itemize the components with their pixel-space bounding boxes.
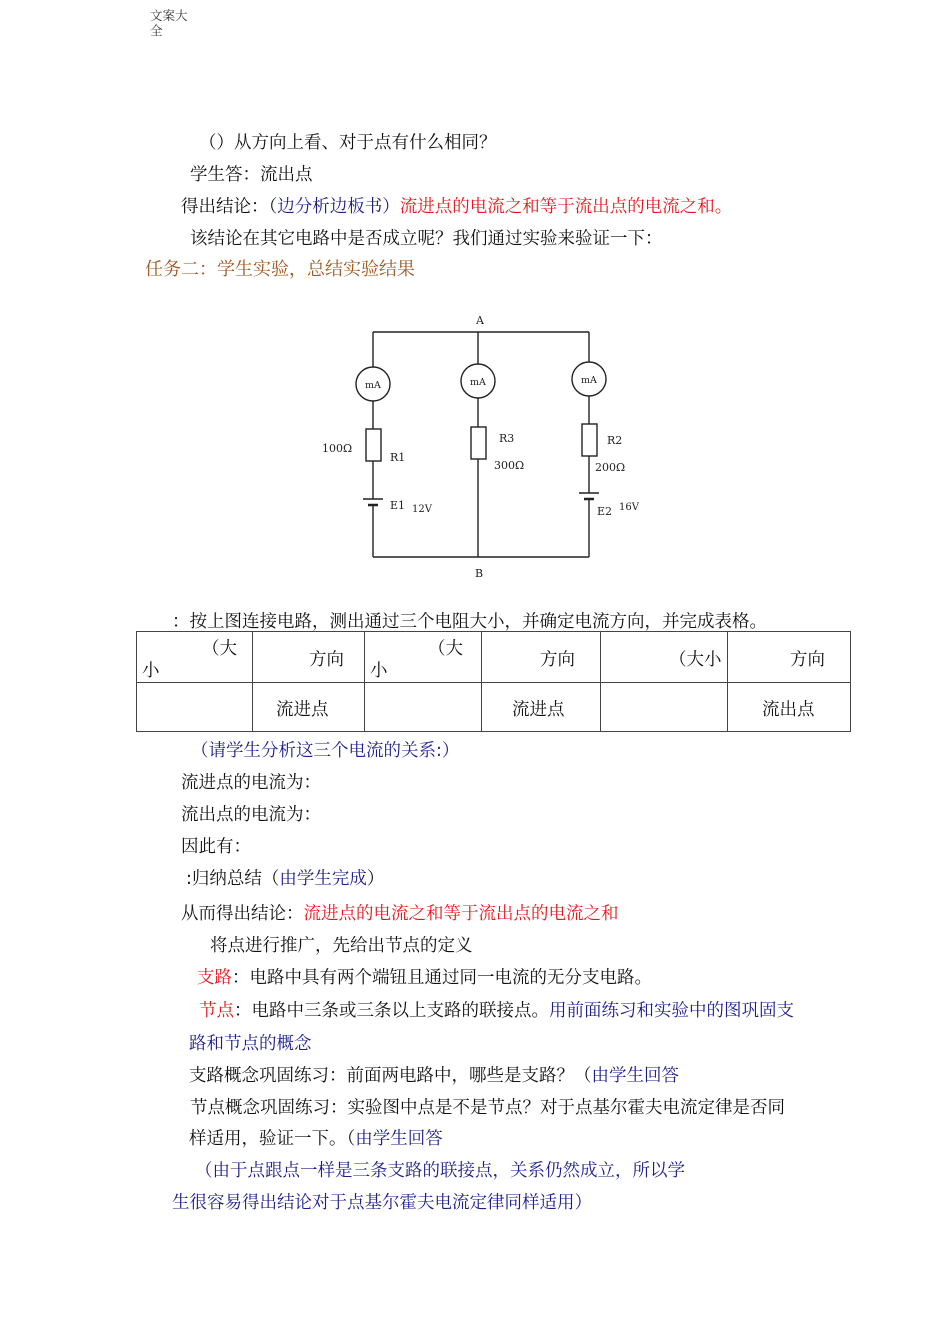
explain-text-2: 生很容易得出结论对于点基尔霍夫电流定律同样适用） (172, 1193, 592, 1213)
table-cell[interactable]: 方向 (253, 632, 365, 683)
left-meter-label: mA (365, 380, 381, 391)
final-statement: 流进点的电流之和等于流出点的电流之和 (303, 904, 619, 924)
summary-note: 由学生完成 (279, 869, 367, 889)
r3-value: 300Ω (494, 459, 525, 472)
r1-value: 100Ω (322, 442, 353, 455)
node-exercise-2: 样适用，验证一下。（由学生回答 (189, 1129, 443, 1149)
conclusion-note: 边分析边板书） (277, 197, 400, 217)
node-definition: 节点：电路中三条或三条以上支路的联接点。用前面练习和实验中的图巩固支 (199, 1001, 794, 1021)
hence-text: 因此有： (181, 837, 251, 857)
measurement-table (136, 631, 851, 732)
conclusion-statement: 流进点的电流之和等于流出点的电流之和。 (399, 197, 733, 217)
table-cell[interactable] (365, 683, 482, 732)
conclusion-prefix: 得出结论：（ (181, 197, 278, 217)
e2-label: E2 (597, 505, 613, 518)
table-cell[interactable]: 方向 (482, 632, 601, 683)
e1-voltage: 12V (412, 504, 432, 515)
instruction-text: ：按上图连接电路，测出通过三个电阻大小，并确定电流方向，并完成表格。 (172, 612, 767, 632)
right-meter-label: mA (581, 375, 597, 386)
node-note-1: 用前面练习和实验中的图巩固支 (549, 1001, 794, 1021)
r2-value: 200Ω (595, 461, 626, 474)
question-direction: （）从方向上看、对于点有什么相同？ (199, 133, 497, 153)
analysis-prompt: （请学生分析这三个电流的关系:） (191, 741, 460, 761)
header-text-1: 文案大 (150, 8, 188, 23)
outflow-current: 流出点的电流为： (181, 805, 321, 825)
node-term: 节点 (199, 1001, 234, 1021)
r1-label: R1 (390, 451, 406, 464)
task-heading: 任务二：学生实验，总结实验结果 (145, 259, 415, 280)
table-cell[interactable]: （大 小 (137, 632, 253, 683)
branch-exercise: 支路概念巩固练习：前面两电路中，哪些是支路？（由学生回答 (189, 1066, 679, 1086)
resistor-r3 (471, 427, 486, 459)
table-row (137, 683, 851, 732)
branch-definition: 支路：电路中具有两个端钮且通过同一电流的无分支电路。 (197, 968, 652, 988)
table-cell[interactable]: 流出点 (728, 683, 851, 732)
middle-meter-label: mA (470, 377, 486, 388)
final-conclusion: 从而得出结论：流进点的电流之和等于流出点的电流之和 (181, 904, 619, 924)
table-cell[interactable]: （大小 (601, 632, 728, 683)
resistor-r2 (582, 424, 597, 456)
conclusion-line (181, 195, 732, 219)
table-cell[interactable]: 方向 (728, 632, 851, 683)
table-cell[interactable]: 流进点 (253, 683, 365, 732)
inflow-current: 流进点的电流为： (181, 773, 321, 793)
summary-line: :归纳总结（由学生完成） (186, 869, 385, 889)
branch-term: 支路 (197, 968, 232, 988)
table-row (137, 632, 851, 683)
r3-label: R3 (499, 432, 515, 445)
explain-text-1: （由于点跟点一样是三条支路的联接点，关系仍然成立，所以学 (195, 1161, 685, 1181)
node-b-label: B (475, 567, 484, 580)
node-exercise-1: 节点概念巩固练习：实验图中点是不是节点？对于点基尔霍夫电流定律是否同 (190, 1098, 785, 1118)
student-answer: 学生答：流出点 (190, 165, 313, 185)
e1-label: E1 (390, 499, 406, 512)
resistor-r1 (366, 429, 381, 461)
extend-text: 将点进行推广，先给出节点的定义 (210, 936, 473, 956)
node-note-2: 路和节点的概念 (189, 1034, 312, 1054)
table-cell[interactable] (601, 683, 728, 732)
r2-label: R2 (607, 434, 623, 447)
circuit-diagram (300, 305, 660, 585)
header-text-2: 全 (150, 23, 163, 38)
node-a-label: A (476, 314, 484, 327)
verify-text: 该结论在其它电路中是否成立呢？我们通过实验来验证一下： (190, 229, 663, 249)
branch-exercise-note: 由学生回答 (591, 1066, 679, 1086)
table-cell[interactable]: （大 小 (365, 632, 482, 683)
e2-voltage: 16V (619, 502, 639, 513)
node-exercise-note: 由学生回答 (355, 1129, 443, 1149)
table-cell[interactable]: 流进点 (482, 683, 601, 732)
table-cell[interactable] (137, 683, 253, 732)
